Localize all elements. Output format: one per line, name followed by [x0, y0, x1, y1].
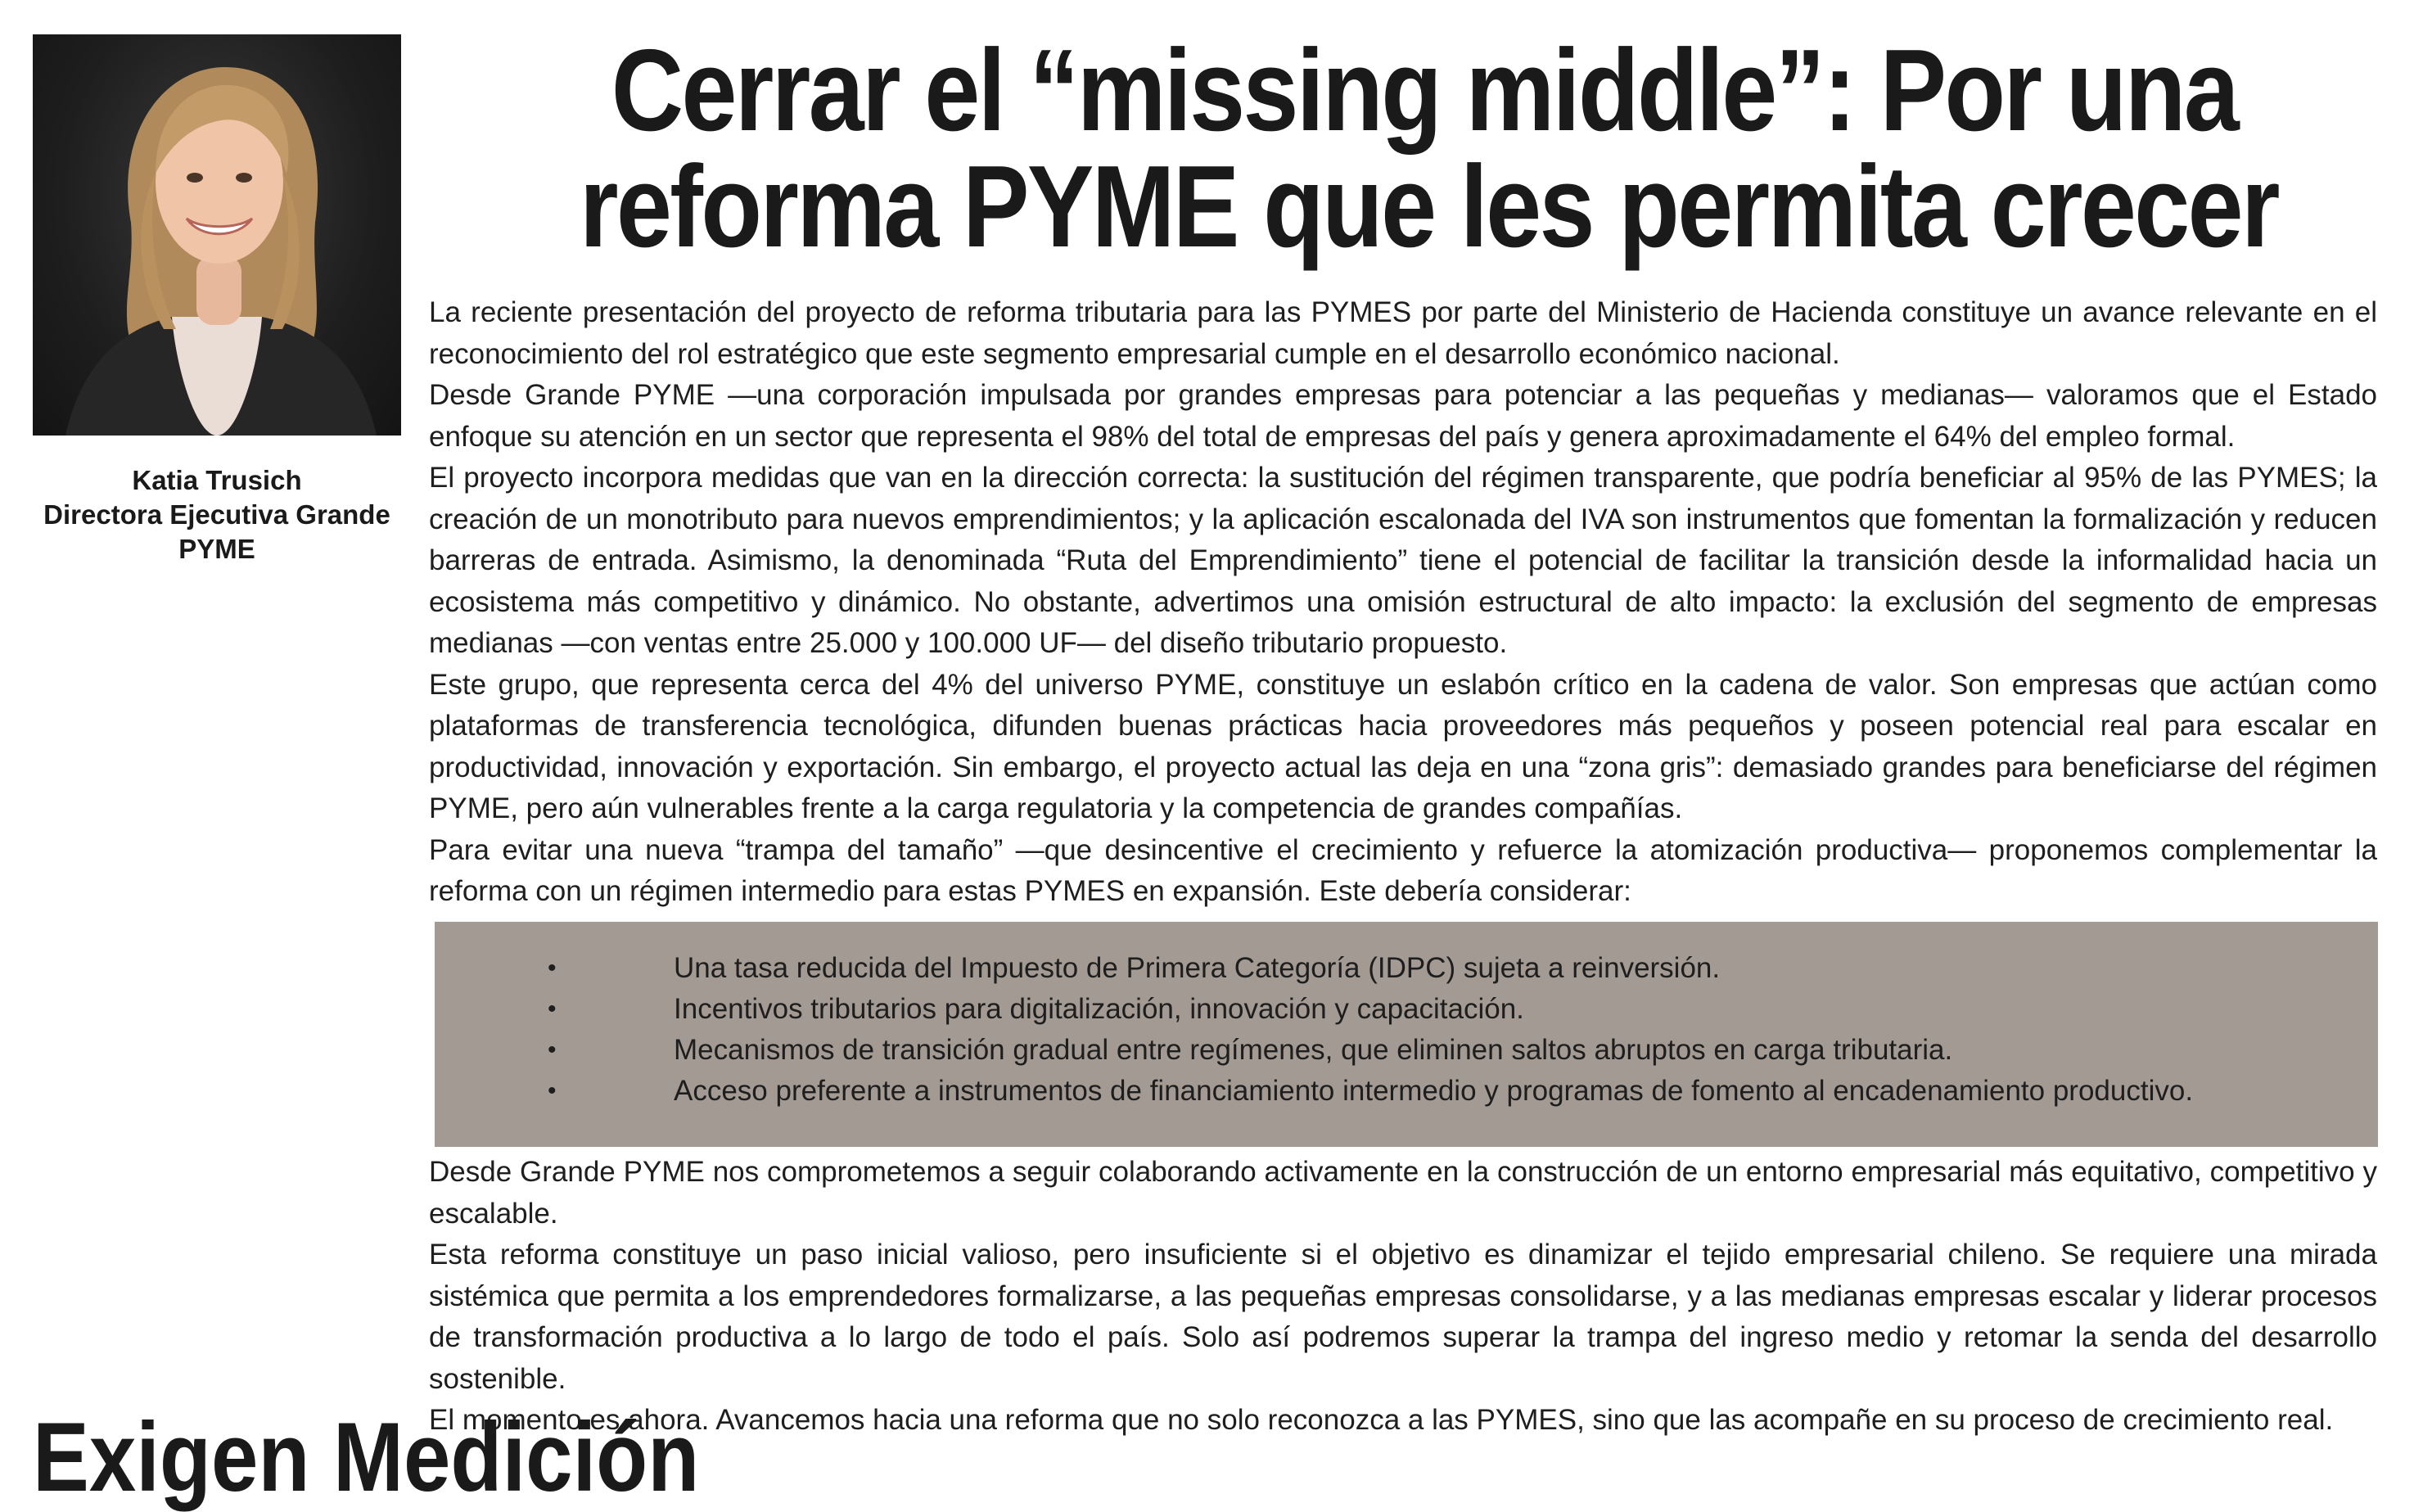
paragraph: La reciente presentación del proyecto de reforma tributaria para las PYMES por parte del Ministerio de Hacienda constituye un avance relevante en el reconocimiento del rol estratégico que este segmento empresarial cumple en el desarrollo económico nacional. — [429, 296, 2377, 370]
proposals-box — [435, 922, 2378, 1147]
list-item-text: Mecanismos de transición gradual entre regímenes, que eliminen saltos abruptos en carga tributaria. — [674, 1034, 1953, 1066]
next-article-headline-fragment — [33, 1402, 769, 1512]
author-name: Katia Trusich — [132, 465, 302, 495]
headline-line-1: Cerrar el “missing middle”: Por una — [611, 25, 2238, 156]
list-item — [435, 1071, 2378, 1112]
bullet-icon: • — [548, 955, 557, 982]
paragraph: Este grupo, que representa cerca del 4% del universo PYME, constituye un eslabón crítico en la cadena de valor. Son empresas que actúan como plataformas de transferencia tecnológica, difunden buenas prácticas hacia proveedores más pequeños y poseen potencial real para escalar en productividad, innovación y exportación. Sin embargo, el proyecto actual las deja en una “zona gris”: demasiado grandes para beneficiarse del régimen PYME, pero aún vulnerables frente a la carga regulatoria y la competencia de grandes compañías. — [429, 668, 2377, 824]
headline-line-2: reforma PYME que les permita crecer — [580, 142, 2278, 272]
bullet-icon: • — [548, 1077, 557, 1104]
list-item — [435, 948, 2378, 989]
proposals-list — [435, 948, 2378, 1112]
next-headline-text: Exigen Medición — [33, 1402, 700, 1512]
article-body-top — [429, 292, 2377, 913]
list-item-text: Acceso preferente a instrumentos de financiamiento intermedio y programas de fomento al encadenamiento productivo. — [674, 1075, 2194, 1107]
paragraph: Desde Grande PYME nos comprometemos a seguir colaborando activamente en la construcción de un entorno empresarial más equitativo, competitivo y escalable. — [429, 1156, 2377, 1230]
article-body-bottom — [429, 1152, 2377, 1442]
paragraph: El momento es ahora. Avancemos hacia una reforma que no solo reconozca a las PYMES, sino que las acompañe en su proceso de crecimiento real. — [429, 1404, 2334, 1436]
paragraph: Para evitar una nueva “trampa del tamaño” —que desincentive el crecimiento y refuerce la atomización productiva— proponemos complementar la reforma con un régimen intermedio para estas PYMES en expansión. Este debería considerar: — [429, 833, 2377, 907]
list-item-text: Incentivos tributarios para digitalización, innovación y capacitación. — [674, 993, 1524, 1025]
paragraph: Esta reforma constituye un paso inicial valioso, pero insuficiente si el objetivo es dinamizar el tejido empresarial chileno. Se requiere una mirada sistémica que permita a los emprendedores formalizarse, a las pequeñas empresas consolidarse, y a las medianas empresas escalar y liderar procesos de transformación productiva a lo largo de todo el país. Solo así podremos superar la trampa del ingreso medio y retomar la senda del desarrollo sostenible. — [429, 1239, 2377, 1395]
bullet-icon: • — [548, 1036, 557, 1063]
list-item-text: Una tasa reducida del Impuesto de Primera Categoría (IDPC) sujeta a reinversión. — [674, 952, 1721, 984]
list-item — [435, 989, 2378, 1030]
paragraph: El proyecto incorpora medidas que van en la dirección correcta: la sustitución del régimen transparente, que podría beneficiar al 95% de las PYMES; la creación de un monotributo para nuevos emprendimientos; y la aplicación escalonada del IVA son instrumentos que fomentan la formalización y reducen barreras de entrada. Asimismo, la denominada “Ruta del Emprendimiento” tiene el potencial de facilitar la transición desde la informalidad hacia un ecosistema más competitivo y dinámico. No obstante, advertimos una omisión estructural de alto impacto: la exclusión del segmento de empresas medianas —con ventas entre 25.000 y 100.000 UF— del diseño tributario propuesto. — [429, 462, 2377, 659]
article-headline — [442, 25, 2407, 272]
paragraph: Desde Grande PYME —una corporación impulsada por grandes empresas para potenciar a las pequeñas y medianas— valoramos que el Estado enfoque su atención en un sector que representa el 98% del total de empresas del país y genera aproximadamente el 64% del empleo formal. — [429, 379, 2377, 453]
author-role-line1: Directora Ejecutiva Grande — [43, 499, 390, 530]
bullet-icon: • — [548, 995, 557, 1022]
list-item — [435, 1030, 2378, 1071]
author-caption — [25, 463, 409, 566]
author-role-line2: PYME — [178, 534, 255, 564]
author-photo — [33, 34, 401, 436]
